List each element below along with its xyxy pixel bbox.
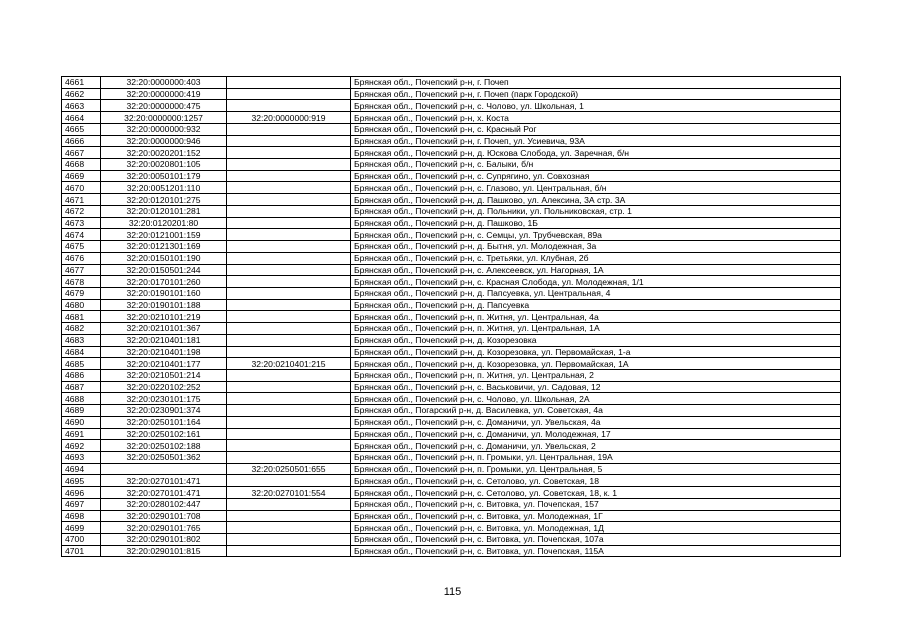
table-row xyxy=(62,77,841,89)
related-cadastral-number-cell xyxy=(227,77,351,89)
row-number-cell: 4682 xyxy=(62,323,101,335)
related-cadastral-number-cell xyxy=(227,276,351,288)
related-cadastral-number-cell xyxy=(227,381,351,393)
related-cadastral-number-cell xyxy=(227,534,351,546)
table-row xyxy=(62,241,841,253)
row-number-cell: 4698 xyxy=(62,510,101,522)
address-cell: Брянская обл., Почепский р-н, с. Доманичи, ул. Молодежная, 17 xyxy=(351,428,841,440)
address-cell: Брянская обл., Почепский р-н, с. Васьковичи, ул. Садовая, 12 xyxy=(351,381,841,393)
cadastral-number-cell: 32:20:0210401:181 xyxy=(101,334,227,346)
related-cadastral-number-cell xyxy=(227,311,351,323)
address-cell: Брянская обл., Почепский р-н, д. Козорезовка xyxy=(351,334,841,346)
page-number: 115 xyxy=(443,586,462,598)
related-cadastral-number-cell xyxy=(227,252,351,264)
cadastral-number-cell: 32:20:0270101:471 xyxy=(101,487,227,499)
cadastral-number-cell: 32:20:0050101:179 xyxy=(101,170,227,182)
related-cadastral-number-cell xyxy=(227,393,351,405)
cadastral-number-cell: 32:20:0000000:932 xyxy=(101,123,227,135)
related-cadastral-number-cell xyxy=(227,123,351,135)
cadastral-number-cell: 32:20:0250102:188 xyxy=(101,440,227,452)
related-cadastral-number-cell xyxy=(227,194,351,206)
row-number-cell: 4700 xyxy=(62,534,101,546)
table-row xyxy=(62,346,841,358)
cadastral-number-cell: 32:20:0250101:164 xyxy=(101,416,227,428)
address-cell: Брянская обл., Почепский р-н, с. Витовка, ул. Молодежная, 1Д xyxy=(351,522,841,534)
address-cell: Брянская обл., Почепский р-н, п. Житня, ул. Центральная, 1А xyxy=(351,323,841,335)
row-number-cell: 4664 xyxy=(62,112,101,124)
table-row xyxy=(62,205,841,217)
cadastral-number-cell: 32:20:0120101:281 xyxy=(101,205,227,217)
row-number-cell: 4677 xyxy=(62,264,101,276)
table-row xyxy=(62,264,841,276)
related-cadastral-number-cell xyxy=(227,241,351,253)
table-row xyxy=(62,229,841,241)
address-cell: Брянская обл., Почепский р-н, г. Почеп (парк Городской) xyxy=(351,88,841,100)
table-row xyxy=(62,311,841,323)
related-cadastral-number-cell xyxy=(227,88,351,100)
table-row xyxy=(62,358,841,370)
row-number-cell: 4688 xyxy=(62,393,101,405)
table-row xyxy=(62,112,841,124)
row-number-cell: 4683 xyxy=(62,334,101,346)
address-cell: Брянская обл., Почепский р-н, с. Сетолово, ул. Советская, 18 xyxy=(351,475,841,487)
related-cadastral-number-cell xyxy=(227,369,351,381)
related-cadastral-number-cell xyxy=(227,452,351,464)
table-row xyxy=(62,381,841,393)
cadastral-number-cell: 32:20:0120201:80 xyxy=(101,217,227,229)
row-number-cell: 4668 xyxy=(62,159,101,171)
address-cell: Брянская обл., Почепский р-н, г. Почеп, ул. Усиевича, 93А xyxy=(351,135,841,147)
table-row xyxy=(62,369,841,381)
row-number-cell: 4693 xyxy=(62,452,101,464)
cadastral-number-cell: 32:20:0020801:105 xyxy=(101,159,227,171)
related-cadastral-number-cell xyxy=(227,147,351,159)
row-number-cell: 4679 xyxy=(62,287,101,299)
row-number-cell: 4667 xyxy=(62,147,101,159)
related-cadastral-number-cell xyxy=(227,475,351,487)
table-row xyxy=(62,276,841,288)
row-number-cell: 4694 xyxy=(62,463,101,475)
address-cell: Брянская обл., Почепский р-н, х. Коста xyxy=(351,112,841,124)
related-cadastral-number-cell xyxy=(227,405,351,417)
table-body xyxy=(62,77,841,557)
related-cadastral-number-cell xyxy=(227,217,351,229)
table-row xyxy=(62,159,841,171)
row-number-cell: 4696 xyxy=(62,487,101,499)
cadastral-number-cell: 32:20:0270101:471 xyxy=(101,475,227,487)
row-number-cell: 4691 xyxy=(62,428,101,440)
table-row xyxy=(62,428,841,440)
table-row xyxy=(62,440,841,452)
table-row xyxy=(62,287,841,299)
row-number-cell: 4680 xyxy=(62,299,101,311)
address-cell: Брянская обл., Почепский р-н, с. Витовка, ул. Почепская, 115А xyxy=(351,545,841,557)
address-cell: Брянская обл., Почепский р-н, с. Третьяки, ул. Клубная, 2б xyxy=(351,252,841,264)
row-number-cell: 4670 xyxy=(62,182,101,194)
row-number-cell: 4672 xyxy=(62,205,101,217)
row-number-cell: 4673 xyxy=(62,217,101,229)
related-cadastral-number-cell xyxy=(227,428,351,440)
address-cell: Брянская обл., Погарский р-н, д. Василевка, ул. Советская, 4а xyxy=(351,405,841,417)
cadastral-number-cell xyxy=(101,463,227,475)
table-row xyxy=(62,334,841,346)
cadastral-number-cell: 32:20:0290101:765 xyxy=(101,522,227,534)
table-row xyxy=(62,170,841,182)
related-cadastral-number-cell xyxy=(227,498,351,510)
row-number-cell: 4676 xyxy=(62,252,101,264)
table-row xyxy=(62,463,841,475)
address-cell: Брянская обл., Почепский р-н, п. Житня, ул. Центральная, 4а xyxy=(351,311,841,323)
table-row xyxy=(62,534,841,546)
address-cell: Брянская обл., Почепский р-н, с. Чолово, ул. Школьная, 2А xyxy=(351,393,841,405)
related-cadastral-number-cell: 32:20:0270101:554 xyxy=(227,487,351,499)
related-cadastral-number-cell xyxy=(227,159,351,171)
table-row xyxy=(62,416,841,428)
row-number-cell: 4662 xyxy=(62,88,101,100)
row-number-cell: 4697 xyxy=(62,498,101,510)
related-cadastral-number-cell xyxy=(227,264,351,276)
table-row xyxy=(62,510,841,522)
address-cell: Брянская обл., Почепский р-н, с. Балыки, б/н xyxy=(351,159,841,171)
row-number-cell: 4690 xyxy=(62,416,101,428)
address-cell: Брянская обл., Почепский р-н, с. Алексеевск, ул. Нагорная, 1А xyxy=(351,264,841,276)
row-number-cell: 4684 xyxy=(62,346,101,358)
cadastral-number-cell: 32:20:0220102:252 xyxy=(101,381,227,393)
row-number-cell: 4687 xyxy=(62,381,101,393)
address-cell: Брянская обл., Почепский р-н, д. Папсуевка, ул. Центральная, 4 xyxy=(351,287,841,299)
related-cadastral-number-cell: 32:20:0000000:919 xyxy=(227,112,351,124)
address-cell: Брянская обл., Почепский р-н, с. Глазово, ул. Центральная, б/н xyxy=(351,182,841,194)
address-cell: Брянская обл., Почепский р-н, с. Витовка, ул. Почепская, 157 xyxy=(351,498,841,510)
related-cadastral-number-cell xyxy=(227,299,351,311)
row-number-cell: 4681 xyxy=(62,311,101,323)
related-cadastral-number-cell: 32:20:0210401:215 xyxy=(227,358,351,370)
row-number-cell: 4661 xyxy=(62,77,101,89)
cadastral-number-cell: 32:20:0121001:159 xyxy=(101,229,227,241)
cadastral-number-cell: 32:20:0051201:110 xyxy=(101,182,227,194)
cadastral-number-cell: 32:20:0210401:198 xyxy=(101,346,227,358)
address-cell: Брянская обл., Почепский р-н, г. Почеп xyxy=(351,77,841,89)
address-cell: Брянская обл., Почепский р-н, с. Красная Слобода, ул. Молодежная, 1/1 xyxy=(351,276,841,288)
cadastral-number-cell: 32:20:0210401:177 xyxy=(101,358,227,370)
row-number-cell: 4689 xyxy=(62,405,101,417)
cadastral-number-cell: 32:20:0150101:190 xyxy=(101,252,227,264)
table-row xyxy=(62,123,841,135)
related-cadastral-number-cell xyxy=(227,510,351,522)
address-cell: Брянская обл., Почепский р-н, д. Юскова Слобода, ул. Заречная, б/н xyxy=(351,147,841,159)
address-cell: Брянская обл., Почепский р-н, д. Пашково, 1Б xyxy=(351,217,841,229)
table-row xyxy=(62,217,841,229)
table-row xyxy=(62,487,841,499)
row-number-cell: 4678 xyxy=(62,276,101,288)
address-cell: Брянская обл., Почепский р-н, д. Польники, ул. Польниковская, стр. 1 xyxy=(351,205,841,217)
related-cadastral-number-cell xyxy=(227,522,351,534)
related-cadastral-number-cell xyxy=(227,100,351,112)
address-cell: Брянская обл., Почепский р-н, с. Доманичи, ул. Увельская, 2 xyxy=(351,440,841,452)
table-row xyxy=(62,405,841,417)
cadastral-number-cell: 32:20:0000000:403 xyxy=(101,77,227,89)
related-cadastral-number-cell xyxy=(227,170,351,182)
table-row xyxy=(62,522,841,534)
cadastral-number-cell: 32:20:0121301:169 xyxy=(101,241,227,253)
cadastral-number-cell: 32:20:0230101:175 xyxy=(101,393,227,405)
cadastral-number-cell: 32:20:0280102:447 xyxy=(101,498,227,510)
address-cell: Брянская обл., Почепский р-н, п. Громыки, ул. Центральная, 5 xyxy=(351,463,841,475)
cadastral-number-cell: 32:20:0290101:708 xyxy=(101,510,227,522)
address-cell: Брянская обл., Почепский р-н, с. Красный Рог xyxy=(351,123,841,135)
address-cell: Брянская обл., Почепский р-н, с. Доманичи, ул. Увельская, 4а xyxy=(351,416,841,428)
address-cell: Брянская обл., Почепский р-н, с. Супрягино, ул. Совхозная xyxy=(351,170,841,182)
table-row xyxy=(62,252,841,264)
related-cadastral-number-cell xyxy=(227,182,351,194)
cadastral-number-cell: 32:20:0250102:161 xyxy=(101,428,227,440)
related-cadastral-number-cell xyxy=(227,287,351,299)
table-row xyxy=(62,452,841,464)
table-row xyxy=(62,323,841,335)
cadastral-number-cell: 32:20:0000000:1257 xyxy=(101,112,227,124)
row-number-cell: 4674 xyxy=(62,229,101,241)
address-cell: Брянская обл., Почепский р-н, п. Житня, ул. Центральная, 2 xyxy=(351,369,841,381)
row-number-cell: 4671 xyxy=(62,194,101,206)
table-row xyxy=(62,299,841,311)
cadastral-number-cell: 32:20:0210501:214 xyxy=(101,369,227,381)
cadastral-number-cell: 32:20:0000000:419 xyxy=(101,88,227,100)
related-cadastral-number-cell xyxy=(227,346,351,358)
address-cell: Брянская обл., Почепский р-н, д. Бытня, ул. Молодежная, 3а xyxy=(351,241,841,253)
cadastral-number-cell: 32:20:0020201:152 xyxy=(101,147,227,159)
related-cadastral-number-cell xyxy=(227,334,351,346)
cadastral-number-cell: 32:20:0210101:219 xyxy=(101,311,227,323)
row-number-cell: 4675 xyxy=(62,241,101,253)
address-cell: Брянская обл., Почепский р-н, с. Семцы, ул. Трубчевская, 89а xyxy=(351,229,841,241)
table-row xyxy=(62,88,841,100)
cadastral-number-cell: 32:20:0290101:802 xyxy=(101,534,227,546)
related-cadastral-number-cell xyxy=(227,135,351,147)
related-cadastral-number-cell xyxy=(227,440,351,452)
row-number-cell: 4692 xyxy=(62,440,101,452)
related-cadastral-number-cell xyxy=(227,416,351,428)
table-row xyxy=(62,498,841,510)
address-cell: Брянская обл., Почепский р-н, д. Папсуевка xyxy=(351,299,841,311)
cadastral-number-cell: 32:20:0190101:160 xyxy=(101,287,227,299)
cadastral-number-cell: 32:20:0150501:244 xyxy=(101,264,227,276)
address-cell: Брянская обл., Почепский р-н, с. Чолово, ул. Школьная, 1 xyxy=(351,100,841,112)
related-cadastral-number-cell xyxy=(227,545,351,557)
address-cell: Брянская обл., Почепский р-н, д. Козорезовка, ул. Первомайская, 1-а xyxy=(351,346,841,358)
address-cell: Брянская обл., Почепский р-н, д. Пашково, ул. Алексина, 3А стр. 3А xyxy=(351,194,841,206)
address-cell: Брянская обл., Почепский р-н, д. Козорезовка, ул. Первомайская, 1А xyxy=(351,358,841,370)
address-cell: Брянская обл., Почепский р-н, с. Витовка, ул. Почепская, 107а xyxy=(351,534,841,546)
table-row xyxy=(62,100,841,112)
cadastral-number-cell: 32:20:0190101:188 xyxy=(101,299,227,311)
row-number-cell: 4666 xyxy=(62,135,101,147)
row-number-cell: 4686 xyxy=(62,369,101,381)
cadastral-number-cell: 32:20:0250501:362 xyxy=(101,452,227,464)
table-row xyxy=(62,147,841,159)
address-cell: Брянская обл., Почепский р-н, п. Громыки, ул. Центральная, 19А xyxy=(351,452,841,464)
related-cadastral-number-cell xyxy=(227,323,351,335)
row-number-cell: 4699 xyxy=(62,522,101,534)
address-cell: Брянская обл., Почепский р-н, с. Сетолово, ул. Советская, 18, к. 1 xyxy=(351,487,841,499)
cadastral-number-cell: 32:20:0210101:367 xyxy=(101,323,227,335)
cadastral-number-cell: 32:20:0000000:946 xyxy=(101,135,227,147)
row-number-cell: 4685 xyxy=(62,358,101,370)
row-number-cell: 4663 xyxy=(62,100,101,112)
cadastral-number-cell: 32:20:0230901:374 xyxy=(101,405,227,417)
registry-table xyxy=(61,76,841,557)
related-cadastral-number-cell: 32:20:0250501:655 xyxy=(227,463,351,475)
table-row xyxy=(62,194,841,206)
table-row xyxy=(62,182,841,194)
cadastral-number-cell: 32:20:0000000:475 xyxy=(101,100,227,112)
cadastral-number-cell: 32:20:0290101:815 xyxy=(101,545,227,557)
related-cadastral-number-cell xyxy=(227,229,351,241)
table-row xyxy=(62,545,841,557)
table-row xyxy=(62,475,841,487)
related-cadastral-number-cell xyxy=(227,205,351,217)
row-number-cell: 4669 xyxy=(62,170,101,182)
cadastral-number-cell: 32:20:0170101:260 xyxy=(101,276,227,288)
row-number-cell: 4695 xyxy=(62,475,101,487)
table-row xyxy=(62,135,841,147)
address-cell: Брянская обл., Почепский р-н, с. Витовка, ул. Молодежная, 1Г xyxy=(351,510,841,522)
cadastral-number-cell: 32:20:0120101:275 xyxy=(101,194,227,206)
table-row xyxy=(62,393,841,405)
row-number-cell: 4701 xyxy=(62,545,101,557)
row-number-cell: 4665 xyxy=(62,123,101,135)
